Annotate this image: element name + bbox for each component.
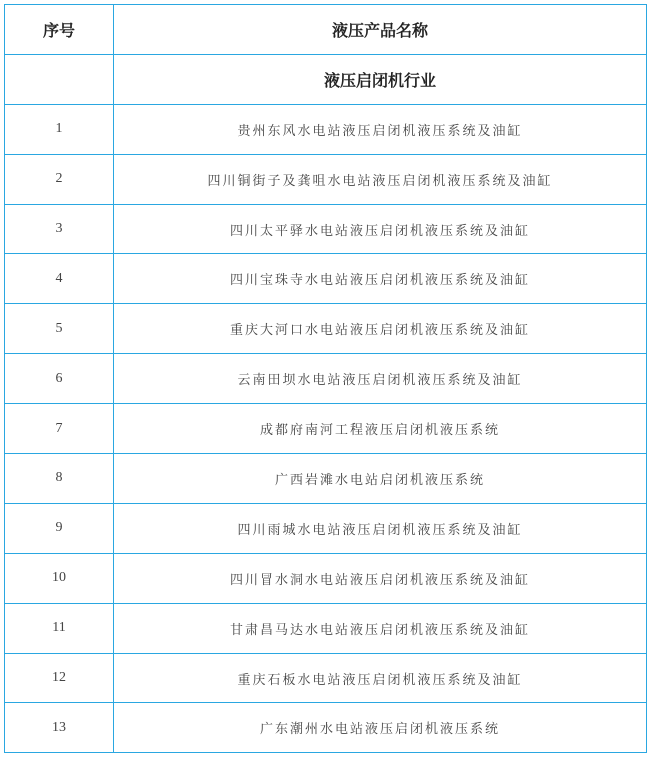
- row-product-name: 重庆大河口水电站液压启闭机液压系统及油缸: [114, 304, 647, 354]
- category-label: 液压启闭机行业: [114, 54, 647, 104]
- row-product-name: 甘肃昌马达水电站液压启闭机液压系统及油缸: [114, 603, 647, 653]
- row-product-name: 云南田坝水电站液压启闭机液压系统及油缸: [114, 354, 647, 404]
- name-header: 液压产品名称: [114, 5, 647, 55]
- row-index: 11: [5, 603, 114, 653]
- header-row: [5, 5, 647, 55]
- row-index: 9: [5, 503, 114, 553]
- row-index: 2: [5, 154, 114, 204]
- category-index-cell: [5, 54, 114, 104]
- row-product-name: 广西岩滩水电站启闭机液压系统: [114, 454, 647, 504]
- row-product-name: 四川铜街子及龚咀水电站液压启闭机液压系统及油缸: [114, 154, 647, 204]
- table-row: [5, 304, 647, 354]
- table-row: [5, 653, 647, 703]
- row-index: 1: [5, 104, 114, 154]
- row-index: 7: [5, 404, 114, 454]
- row-index: 4: [5, 254, 114, 304]
- row-index: 5: [5, 304, 114, 354]
- row-index: 10: [5, 553, 114, 603]
- table-row: [5, 104, 647, 154]
- row-index: 3: [5, 204, 114, 254]
- row-product-name: 重庆石板水电站液压启闭机液压系统及油缸: [114, 653, 647, 703]
- table-row: [5, 354, 647, 404]
- product-table: [4, 4, 647, 753]
- table-row: [5, 553, 647, 603]
- table-row: [5, 404, 647, 454]
- row-product-name: 成都府南河工程液压启闭机液压系统: [114, 404, 647, 454]
- row-product-name: 贵州东风水电站液压启闭机液压系统及油缸: [114, 104, 647, 154]
- row-index: 6: [5, 354, 114, 404]
- row-product-name: 四川太平驿水电站液压启闭机液压系统及油缸: [114, 204, 647, 254]
- row-product-name: 广东潮州水电站液压启闭机液压系统: [114, 703, 647, 753]
- table-row: [5, 503, 647, 553]
- table-row: [5, 254, 647, 304]
- row-product-name: 四川宝珠寺水电站液压启闭机液压系统及油缸: [114, 254, 647, 304]
- row-index: 12: [5, 653, 114, 703]
- table-row: [5, 454, 647, 504]
- table-row: [5, 603, 647, 653]
- table-row: [5, 204, 647, 254]
- row-product-name: 四川冒水洞水电站液压启闭机液压系统及油缸: [114, 553, 647, 603]
- row-index: 8: [5, 454, 114, 504]
- row-product-name: 四川雨城水电站液压启闭机液压系统及油缸: [114, 503, 647, 553]
- table-row: [5, 703, 647, 753]
- category-row: [5, 54, 647, 104]
- index-header: 序号: [5, 5, 114, 55]
- table-row: [5, 154, 647, 204]
- row-index: 13: [5, 703, 114, 753]
